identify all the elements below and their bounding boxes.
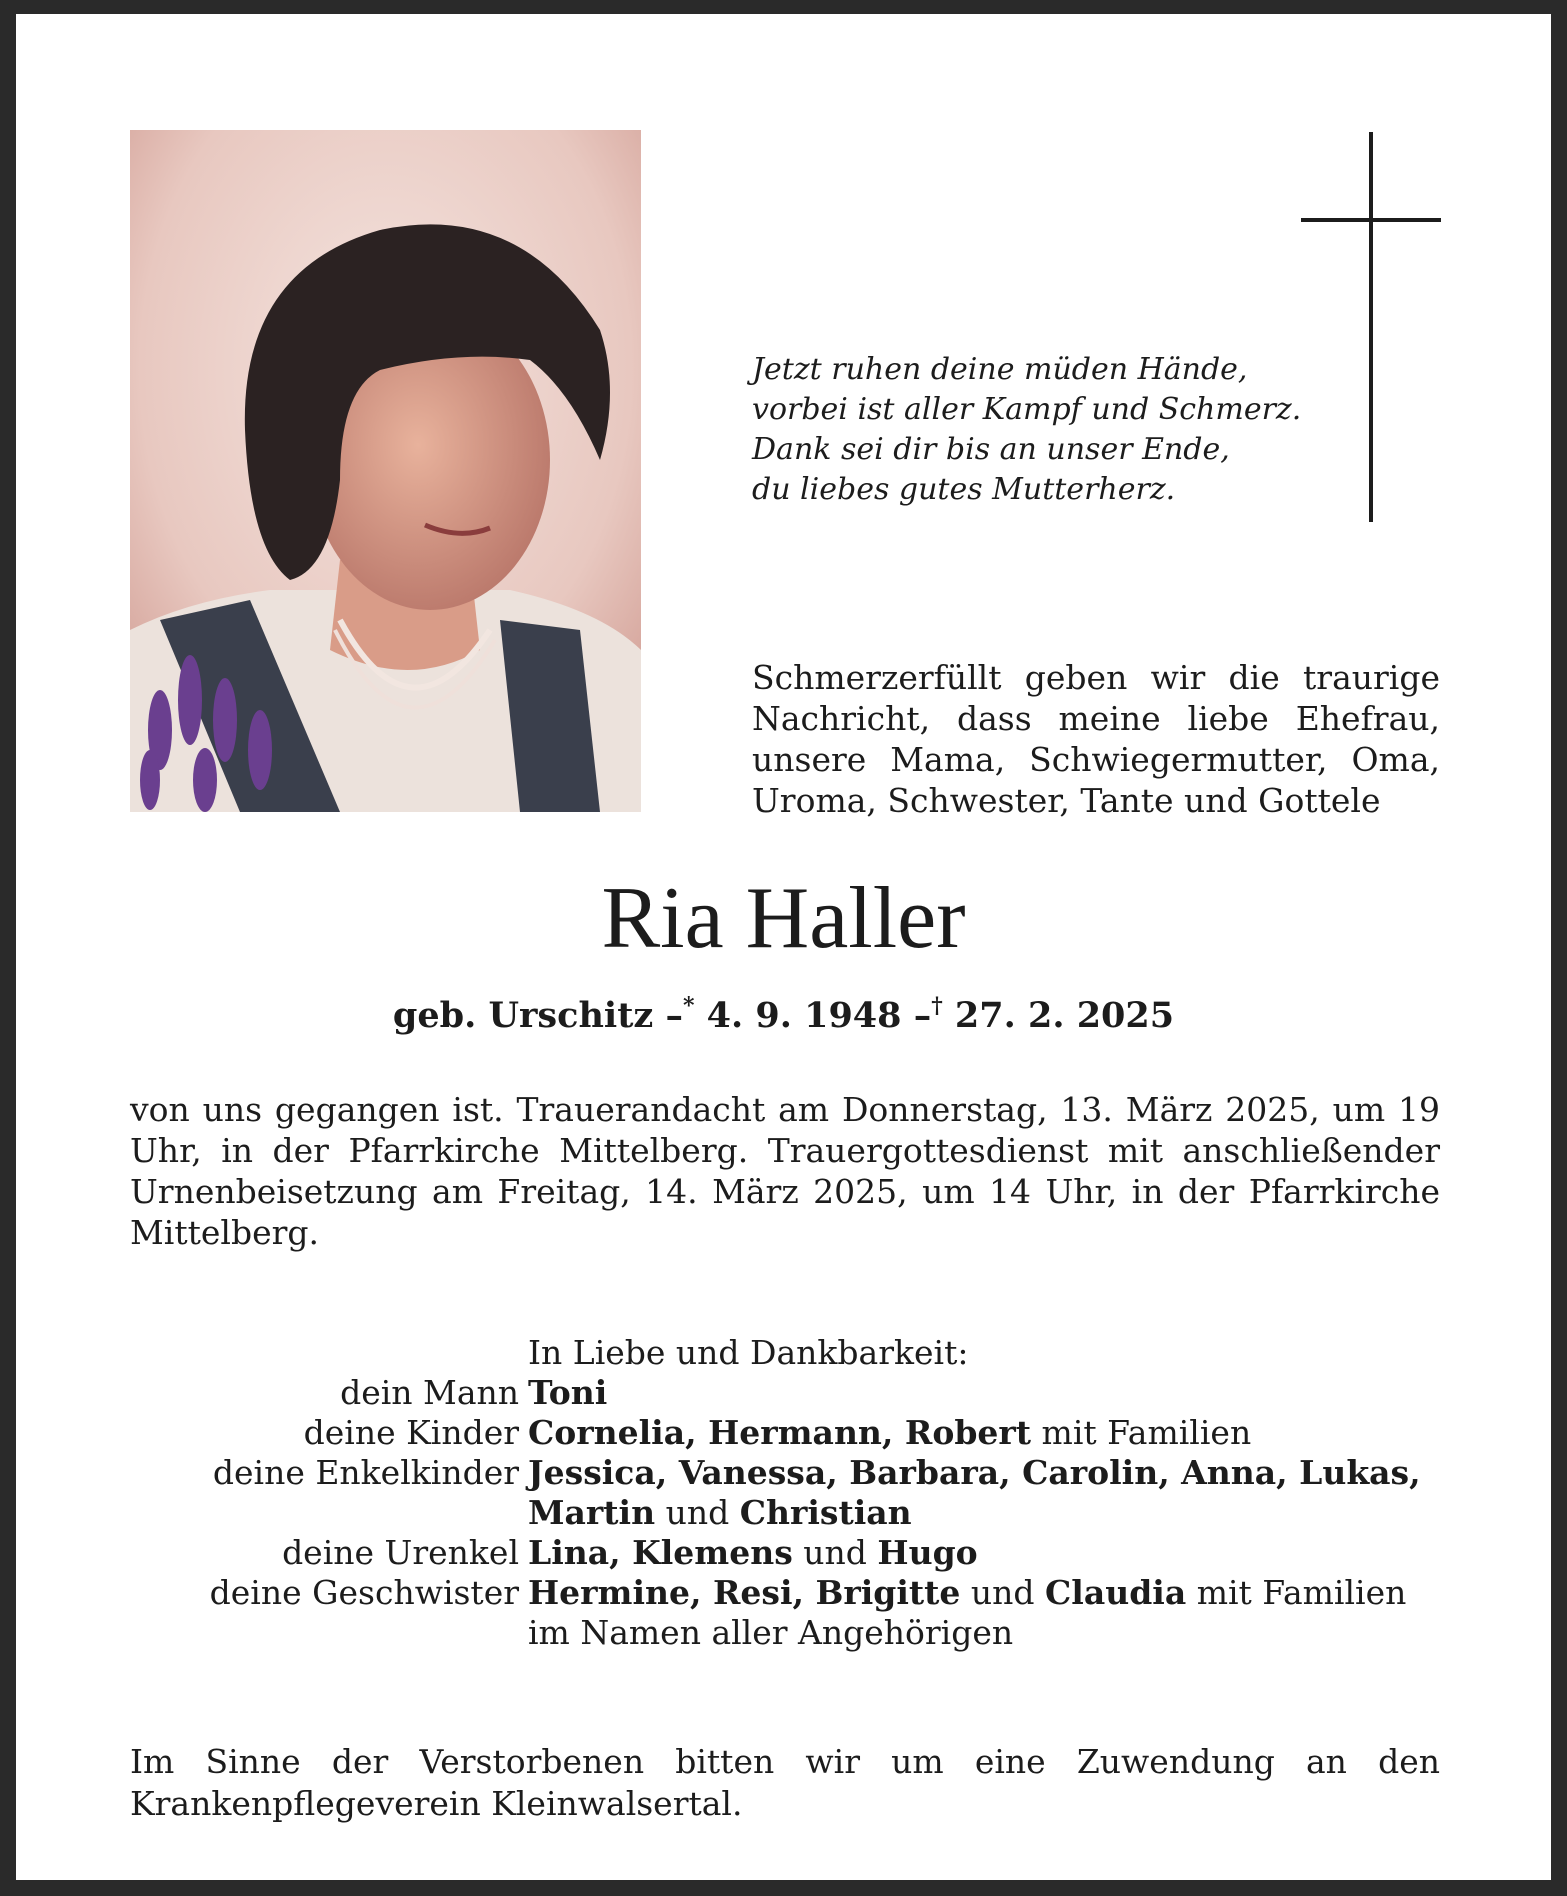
mourner-name-part: Hugo bbox=[877, 1533, 978, 1572]
obituary-page bbox=[16, 14, 1551, 1880]
mourner-names bbox=[528, 1373, 607, 1413]
relation-label: deine Enkelkinder bbox=[212, 1453, 519, 1492]
mourner-row bbox=[16, 1533, 1551, 1573]
mourner-name-part: Jessica, Vanessa, Barbara, Carolin, Anna, Lukas, bbox=[528, 1453, 1421, 1492]
birth-name: geb. Urschitz bbox=[392, 995, 654, 1036]
relation-label: deine Urenkel bbox=[282, 1533, 519, 1572]
verse-line: Jetzt ruhen deine müden Hände, bbox=[752, 352, 1248, 387]
mourner-name-part: Lina, Klemens bbox=[528, 1533, 793, 1572]
mourner-names bbox=[528, 1413, 1251, 1453]
life-dates bbox=[16, 984, 1551, 1038]
death-symbol: † bbox=[931, 993, 943, 1019]
mourners-list bbox=[16, 1373, 1551, 1653]
mourner-name-part: Martin bbox=[528, 1493, 656, 1532]
verse-line: du liebes gutes Mutterherz. bbox=[752, 472, 1176, 507]
mourner-name-part: Christian bbox=[739, 1493, 912, 1532]
birth-symbol: * bbox=[682, 993, 695, 1019]
thanks-heading: In Liebe und Dankbarkeit: bbox=[528, 1333, 969, 1372]
mourner-name-part: Claudia bbox=[1045, 1573, 1187, 1612]
mourner-row bbox=[16, 1453, 1551, 1493]
mourner-names bbox=[528, 1613, 1013, 1653]
birth-date: 4. 9. 1948 bbox=[706, 995, 902, 1036]
mourner-name-part: und bbox=[655, 1493, 740, 1532]
announcement-text: Schmerzerfüllt geben wir die traurige Nachricht, dass meine liebe Ehefrau, unsere Mama, Schwiegermutter, Oma, Uroma, Schwester, Tante und Gottele bbox=[752, 658, 1440, 820]
mourner-row bbox=[16, 1493, 1551, 1533]
deceased-name: Ria Haller bbox=[601, 870, 966, 967]
funeral-details: von uns gegangen ist. Trauerandacht am Donnerstag, 13. März 2025, um 19 Uhr, in der Pfarrkirche Mittelberg. Trauergottesdienst mit anschließender Urnenbeisetzung am Freitag, 14. März 2025, um 14 Uhr, in der Pfarrkirche Mittelberg. bbox=[130, 1090, 1440, 1252]
mourner-row bbox=[16, 1613, 1551, 1653]
mourner-name-part: mit Familien bbox=[1186, 1573, 1407, 1612]
relation-label: dein Mann bbox=[340, 1373, 519, 1412]
mourner-name-part: und bbox=[960, 1573, 1046, 1612]
death-date: 27. 2. 2025 bbox=[954, 995, 1175, 1036]
donation-note: Im Sinne der Verstorbenen bitten wir um eine Zuwendung an den Krankenpflegeverein Kleinwalsertal. bbox=[130, 1742, 1440, 1823]
mourner-name-part: und bbox=[792, 1533, 878, 1572]
portrait-photo bbox=[130, 130, 641, 812]
mourner-names bbox=[528, 1493, 912, 1533]
relation-label: deine Geschwister bbox=[209, 1573, 519, 1612]
mourner-name-part: mit Familien bbox=[1031, 1413, 1252, 1452]
mourner-name-part: Cornelia, Hermann, Robert bbox=[528, 1413, 1032, 1452]
mourner-name-part: Hermine, Resi, Brigitte bbox=[528, 1573, 961, 1612]
verse-line: Dank sei dir bis an unser Ende, bbox=[752, 432, 1230, 467]
mourner-names bbox=[528, 1453, 1421, 1493]
mourner-row bbox=[16, 1573, 1551, 1613]
mourner-name-part: im Namen aller Angehörigen bbox=[528, 1613, 1014, 1652]
memorial-verse bbox=[752, 350, 1301, 510]
mourner-name-part: Toni bbox=[528, 1373, 608, 1412]
mourner-names bbox=[528, 1573, 1406, 1613]
mourner-row bbox=[16, 1413, 1551, 1453]
mourner-names bbox=[528, 1533, 978, 1573]
verse-line: vorbei ist aller Kampf und Schmerz. bbox=[752, 392, 1302, 427]
latin-cross-icon bbox=[1301, 132, 1441, 522]
mourner-row bbox=[16, 1373, 1551, 1413]
relation-label: deine Kinder bbox=[303, 1413, 519, 1452]
dash: – bbox=[665, 995, 683, 1036]
dash: – bbox=[913, 995, 932, 1036]
